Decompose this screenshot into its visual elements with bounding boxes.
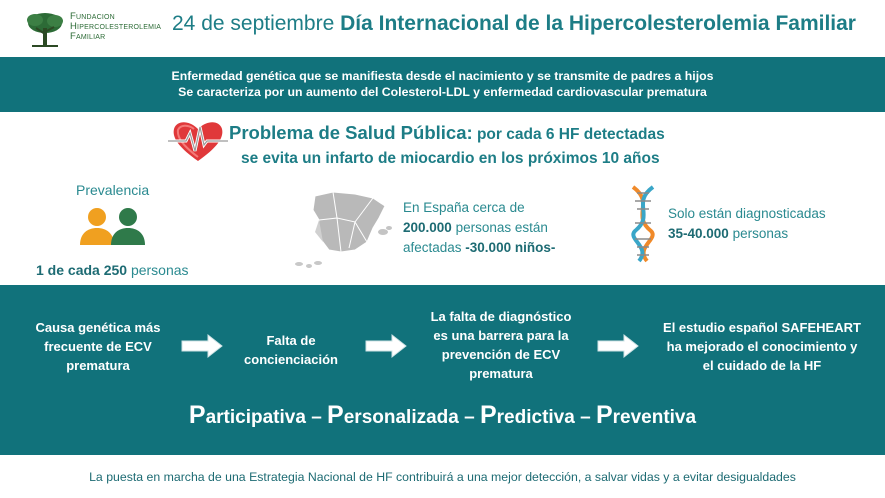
- spain-map-icon: [293, 188, 395, 270]
- step-3-line-3: prevención de ECV: [441, 347, 561, 362]
- diagnosed-line-2: [668, 224, 826, 244]
- step-4-line-3: el cuidado de la HF: [702, 358, 822, 373]
- steps-band: [0, 285, 885, 455]
- public-health-line-1: [229, 122, 665, 144]
- public-health-line-2: se evita un infarto de miocardio en los próximos 10 años: [241, 150, 660, 167]
- page-title: [172, 12, 856, 36]
- diagnosed-rest: personas: [728, 226, 789, 241]
- step-awareness: [228, 331, 354, 369]
- step-2-line-1: Falta de: [266, 333, 316, 348]
- step-3-line-4: prematura: [469, 366, 533, 381]
- prevalence-count-rest: personas: [127, 262, 189, 278]
- spain-line-1: En España cerca de: [403, 200, 525, 215]
- pillar-preventiva: Preventiva: [595, 401, 697, 429]
- pillar-separator: –: [458, 407, 480, 428]
- spain-children: -30.000 niños-: [465, 240, 556, 255]
- tree-icon: [24, 10, 66, 50]
- people-icon: [78, 205, 150, 247]
- diagnosed-line-1: Solo están diagnosticadas: [668, 206, 826, 221]
- prevalence-count: [36, 262, 189, 278]
- logo-line-3: Familiar: [70, 31, 106, 42]
- arrow-right-icon: [180, 333, 224, 359]
- spain-line-2: [403, 218, 555, 238]
- heart-ecg-icon: [168, 117, 228, 165]
- step-safeheart: [646, 318, 878, 375]
- step-1-line-1: Causa genética más: [35, 320, 161, 335]
- step-1-line-2: frecuente de ECV: [44, 339, 152, 354]
- intro-line-1: Enfermedad genética que se manifiesta desde el nacimiento y se transmite de padres a hijos: [171, 69, 714, 83]
- prevalence-label: Prevalencia: [76, 182, 150, 198]
- spain-number: 200.000: [403, 220, 452, 235]
- arrow-right-icon: [596, 333, 640, 359]
- diagnosed-number: 35-40.000: [668, 226, 729, 241]
- arrow-right-icon: [364, 333, 408, 359]
- title-date: 24 de septiembre: [172, 12, 335, 35]
- pillars-line: [0, 401, 885, 430]
- dna-icon: [625, 185, 661, 263]
- step-2-line-2: concienciación: [244, 352, 338, 367]
- step-4-line-2: ha mejorado el conocimiento y: [666, 339, 858, 354]
- public-health-rest: por cada 6 HF detectadas: [472, 126, 665, 143]
- step-3-line-1: La falta de diagnóstico: [430, 309, 572, 324]
- logo-line-2: Hipercolesterolemia: [70, 21, 162, 32]
- step-3-line-2: es una barrera para la: [433, 328, 569, 343]
- spain-line-3: [403, 238, 555, 258]
- spain-line-3-pre: afectadas: [403, 240, 466, 255]
- spain-text: [403, 198, 555, 258]
- footer-text: La puesta en marcha de una Estrategia Nacional de HF contribuirá a una mejor detección, a salvar vidas y a evitar desigualdades: [89, 470, 796, 484]
- pillar-separator: –: [305, 407, 328, 428]
- step-genetic-cause: [18, 318, 178, 375]
- logo-line-1: Fundacion: [70, 11, 115, 22]
- diagnosed-text: [668, 204, 826, 244]
- intro-line-2: Se caracteriza por un aumento del Colesterol-LDL y enfermedad cardiovascular prematura: [178, 85, 707, 99]
- intro-band: [0, 57, 885, 112]
- prevalence-count-bold: 1 de cada 250: [36, 262, 128, 278]
- pillar-predictiva: Predictiva: [479, 401, 575, 429]
- step-4-line-1: El estudio español SAFEHEART: [663, 320, 861, 335]
- logo-text: [70, 12, 161, 42]
- step-1-line-3: prematura: [66, 358, 130, 373]
- step-diagnosis-barrier: [410, 307, 592, 383]
- pillar-separator: –: [574, 407, 596, 428]
- public-health-title: Problema de Salud Pública:: [229, 122, 473, 143]
- pillar-personalizada: Personalizada: [327, 401, 459, 429]
- title-text: Día Internacional de la Hipercolesterolemia Familiar: [340, 12, 856, 35]
- pillar-participativa: Participativa: [188, 401, 306, 429]
- spain-line-2-rest: personas están: [451, 220, 548, 235]
